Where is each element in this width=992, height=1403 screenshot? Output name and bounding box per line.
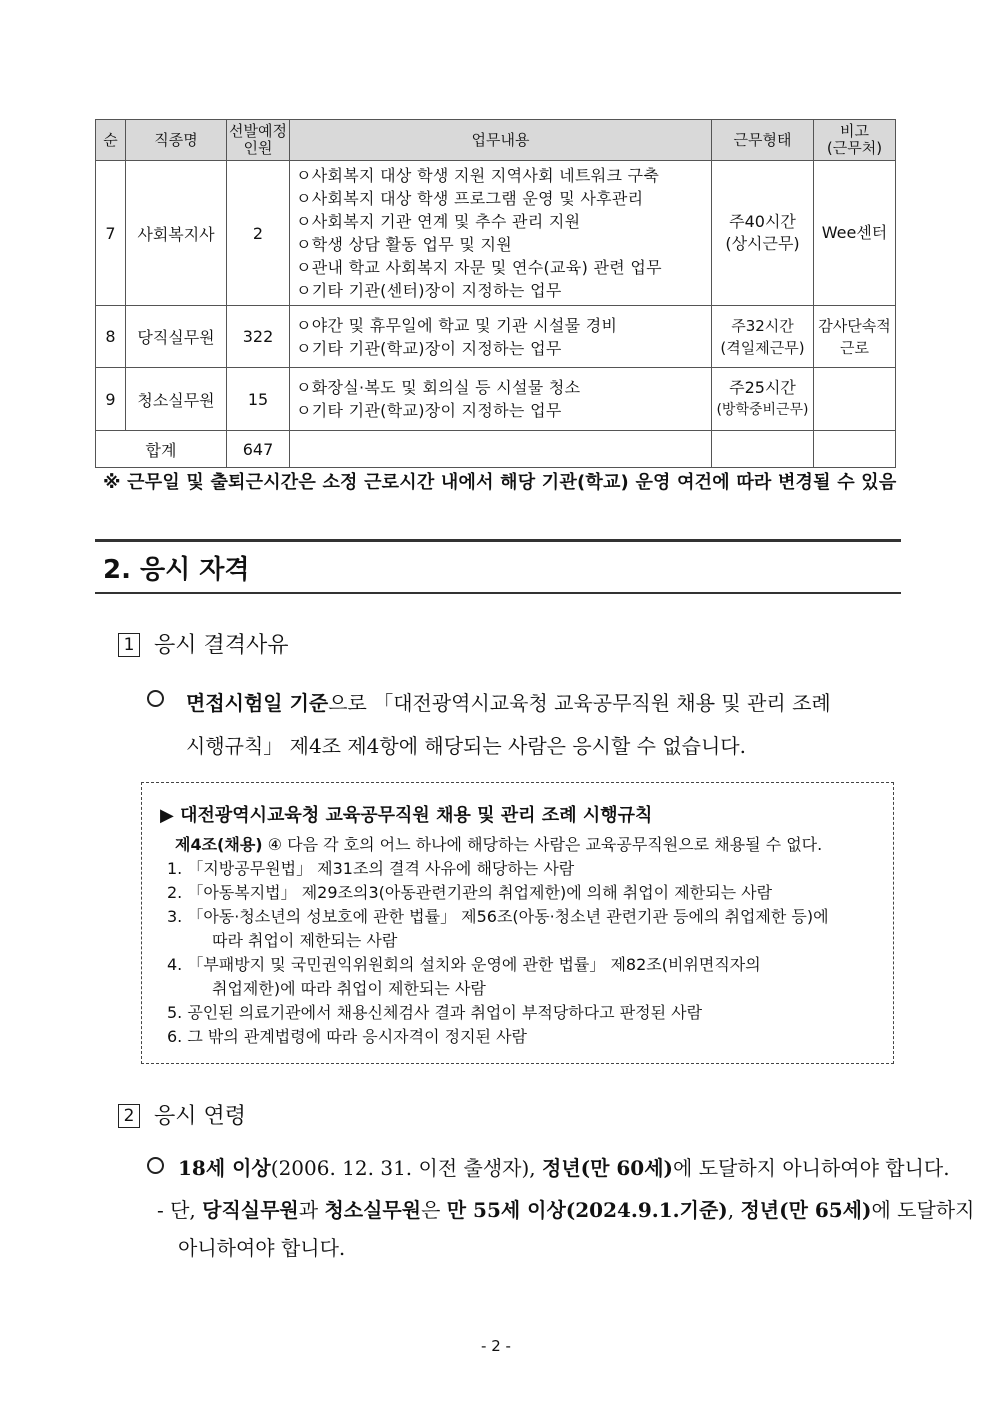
work-type-line2: (방학중비근무) <box>716 402 809 418</box>
box-item: 1. 「지방공무원법」 제31조의 결격 사유에 해당하는 사람 <box>167 859 575 878</box>
duty-item: ㅇ기타 기관(학교)장이 지정하는 업무 <box>296 338 562 358</box>
box-item: 6. 그 밖의 관계법령에 따라 응시자격이 정지된 사람 <box>167 1027 527 1046</box>
row-no: 9 <box>96 368 126 431</box>
bullet-circle-icon <box>147 1157 164 1174</box>
work-type-line1: 주25시간 <box>729 378 796 397</box>
paragraph-line <box>157 1194 974 1223</box>
subsection-heading-1 <box>118 628 289 659</box>
table-footnote: ※ 근무일 및 출퇴근시간은 소정 근로시간 내에서 해당 기관(학교) 운영 여건에 따라 변경될 수 있음 <box>103 472 897 493</box>
empty-cell <box>814 431 896 468</box>
row-no: 7 <box>96 161 126 306</box>
text: 은 <box>421 1198 447 1222</box>
row-note <box>814 368 896 431</box>
section-title: 2. 응시 자격 <box>103 555 250 585</box>
table-total-row <box>96 431 896 468</box>
row-duties <box>290 306 712 368</box>
total-value: 647 <box>227 431 290 468</box>
empty-cell <box>290 431 712 468</box>
duty-item: ㅇ사회복지 대상 학생 지원 지역사회 네트워크 구축 <box>296 166 660 185</box>
text: , <box>727 1198 741 1222</box>
bold-text: 정년(만 65세) <box>740 1198 872 1222</box>
header-work-type: 근무형태 <box>712 120 814 161</box>
duty-item: ㅇ야간 및 휴무일에 학교 및 기관 시설물 경비 <box>296 315 618 335</box>
text: 으로 「대전광역시교육청 교육공무직원 채용 및 관리 조례 <box>328 691 831 715</box>
bold-text: 면접시험일 기준 <box>186 691 329 715</box>
header-note-line1: 비고 <box>840 122 869 140</box>
row-quota: 322 <box>227 306 290 368</box>
row-duties <box>290 161 712 306</box>
boxed-number: 1 <box>118 633 140 657</box>
boxed-number: 2 <box>118 1104 140 1128</box>
row-job: 당직실무원 <box>126 306 227 368</box>
paragraph-line: 아니하여야 합니다. <box>178 1236 346 1260</box>
row-quota: 15 <box>227 368 290 431</box>
duty-item: ㅇ화장실·복도 및 회의실 등 시설물 청소 <box>296 378 581 397</box>
box-item: 3. 「아동·청소년의 성보호에 관한 법률」 제56조(아동·청소년 관련기관 등에의 취업제한 등)에 <box>167 907 829 926</box>
row-job: 청소실무원 <box>126 368 227 431</box>
row-duties <box>290 368 712 431</box>
bold-text: 청소실무원 <box>324 1198 422 1222</box>
row-work-type <box>712 368 814 431</box>
total-label: 합계 <box>96 431 227 468</box>
header-no: 순 <box>96 120 126 161</box>
subsection-title: 응시 연령 <box>154 1104 247 1129</box>
box-item-continued: 취업제한)에 따라 취업이 제한되는 사람 <box>212 979 486 998</box>
row-work-type <box>712 161 814 306</box>
row-note <box>814 306 896 368</box>
duty-item: ㅇ관내 학교 사회복지 자문 및 연수(교육) 관련 업무 <box>296 258 662 277</box>
article-number: 제4조(채용) <box>175 835 263 854</box>
box-item-continued: 따라 취업이 제한되는 사람 <box>212 931 398 950</box>
subsection-heading-2 <box>118 1099 246 1130</box>
header-note-line2: (근무처) <box>826 139 883 157</box>
table-row <box>96 306 896 368</box>
header-quota <box>227 120 290 161</box>
work-type-line2: (격일제근무) <box>720 338 805 357</box>
page-number: - 2 - <box>481 1337 511 1355</box>
header-duties: 업무내용 <box>290 120 712 161</box>
box-item: 5. 공인된 의료기관에서 채용신체검사 결과 취업이 부적당하다고 판정된 사람 <box>167 1003 703 1022</box>
empty-cell <box>712 431 814 468</box>
header-quota-line1: 선발예정 <box>229 122 287 140</box>
header-quota-line2: 인원 <box>243 139 273 157</box>
box-heading: ▶ 대전광역시교육청 교육공무직원 채용 및 관리 조례 시행규칙 <box>160 805 653 826</box>
box-article <box>175 832 822 855</box>
duty-item: ㅇ사회복지 기관 연계 및 추수 관리 지원 <box>296 212 581 231</box>
text: (2006. 12. 31. 이전 출생자), <box>270 1156 542 1180</box>
duty-item: ㅇ기타 기관(센터)장이 지정하는 업무 <box>296 281 562 300</box>
row-quota: 2 <box>227 161 290 306</box>
box-item: 4. 「부패방지 및 국민권익위원회의 설치와 운영에 관한 법률」 제82조(비위면직자의 <box>167 955 761 974</box>
section-divider-bottom <box>95 592 901 594</box>
text: 과 <box>298 1198 325 1222</box>
bullet-circle-icon <box>147 690 164 707</box>
subsection-title: 응시 결격사유 <box>154 633 289 658</box>
work-type-line1: 주32시간 <box>731 316 794 335</box>
table-row <box>96 368 896 431</box>
row-note <box>814 161 896 306</box>
work-type-line2: (상시근무) <box>725 234 800 253</box>
bold-text: 만 55세 이상(2024.9.1.기준) <box>446 1198 728 1222</box>
bold-text: 당직실무원 <box>202 1198 299 1222</box>
paragraph-line: 시행규칙」 제4조 제4항에 해당되는 사람은 응시할 수 없습니다. <box>186 734 746 758</box>
note-line1: 감사단속적 <box>818 316 891 335</box>
duty-item: ㅇ사회복지 대상 학생 프로그램 운영 및 사후관리 <box>296 189 644 208</box>
note-line1: Wee센터 <box>821 223 888 242</box>
duty-item: ㅇ학생 상담 활동 업무 및 지원 <box>296 235 513 254</box>
bold-text: 18세 이상 <box>178 1156 271 1180</box>
text: 에 도달하지 <box>871 1198 975 1222</box>
work-type-line1: 주40시간 <box>729 212 796 231</box>
section-divider-top <box>95 539 901 542</box>
header-job: 직종명 <box>126 120 227 161</box>
duty-item: ㅇ기타 기관(학교)장이 지정하는 업무 <box>296 401 562 420</box>
paragraph-line <box>186 687 831 716</box>
header-note <box>814 120 896 161</box>
row-no: 8 <box>96 306 126 368</box>
paragraph-line <box>178 1152 950 1181</box>
box-item: 2. 「아동복지법」 제29조의3(아동관련기관의 취업제한)에 의해 취업이 제한되는 사람 <box>167 883 773 902</box>
table-header-row <box>96 120 896 161</box>
row-job: 사회복지사 <box>126 161 227 306</box>
text: - 단, <box>157 1198 203 1222</box>
table-row <box>96 161 896 306</box>
note-line2: 근로 <box>840 338 869 357</box>
article-text: ④ 다음 각 호의 어느 하나에 해당하는 사람은 교육공무직원으로 채용될 수 없다. <box>262 835 823 854</box>
text: 에 도달하지 아니하여야 합니다. <box>673 1156 950 1180</box>
row-work-type <box>712 306 814 368</box>
job-table <box>95 119 896 468</box>
bold-text: 정년(만 60세) <box>542 1156 674 1180</box>
regulation-box <box>141 782 894 1064</box>
